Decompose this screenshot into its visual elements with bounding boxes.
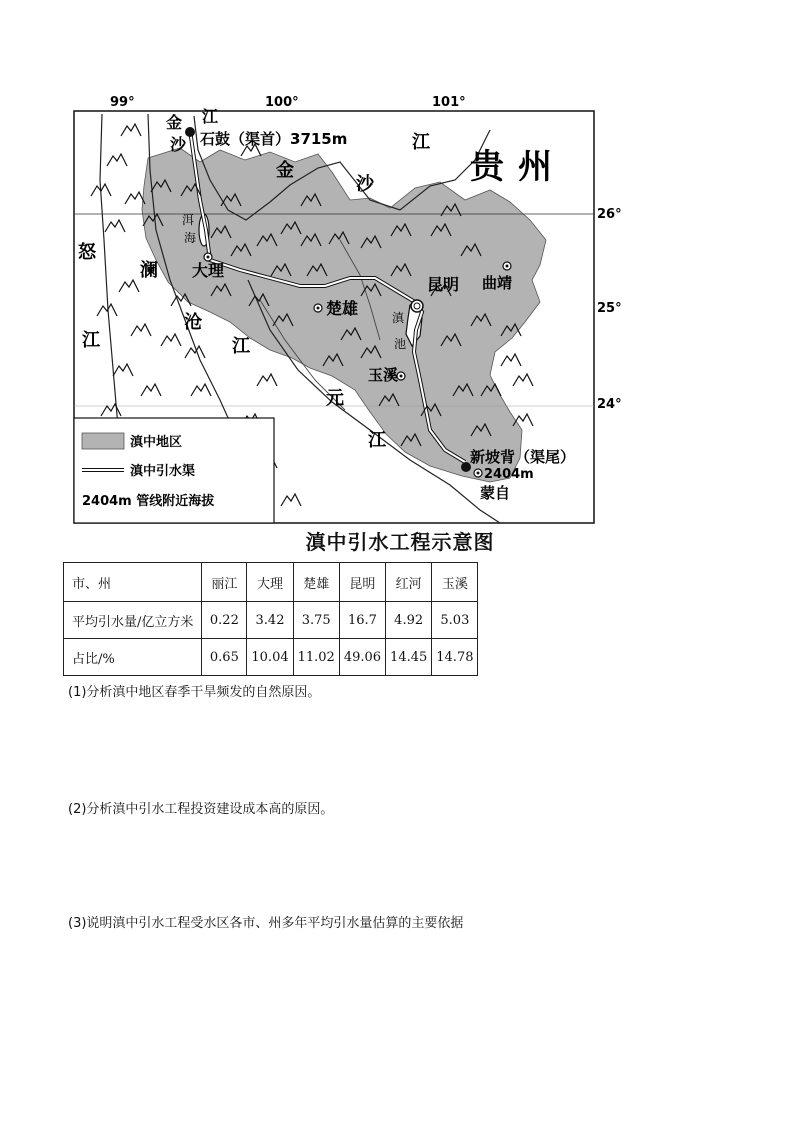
lake-erhai-label-2: 海 xyxy=(184,231,197,245)
table-header-cell: 玉溪 xyxy=(432,563,478,602)
shigu-dot xyxy=(185,127,195,137)
table-cell: 3.42 xyxy=(247,602,293,639)
lon-label-100: 100° xyxy=(265,95,299,110)
table-cell: 16.7 xyxy=(339,602,385,639)
svg-text:江: 江 xyxy=(202,107,219,126)
svg-text:江: 江 xyxy=(368,430,386,451)
map-svg xyxy=(70,90,622,530)
table-cell: 10.04 xyxy=(247,639,293,676)
place-xinpobei: 新坡背（渠尾） xyxy=(470,448,576,466)
legend-elev-label: 2404m 管线附近海拔 xyxy=(82,494,215,509)
lat-label-26: 26° xyxy=(597,207,622,222)
svg-text:金: 金 xyxy=(276,160,294,181)
lon-label-99: 99° xyxy=(110,95,135,110)
table-header-cell: 昆明 xyxy=(339,563,385,602)
question-2: (2)分析滇中引水工程投资建设成本高的原因。 xyxy=(68,802,334,817)
place-mengzi: 蒙自 xyxy=(480,484,511,502)
kunming-dot xyxy=(411,300,423,312)
table-header-cell: 丽江 xyxy=(202,563,247,602)
table-cell: 0.65 xyxy=(202,639,247,676)
place-mengzi-elev: 2404m xyxy=(484,467,534,482)
province-guizhou: 贵州 xyxy=(470,147,566,187)
table-header-cell: 大理 xyxy=(247,563,293,602)
table-cell: 11.02 xyxy=(293,639,339,676)
place-chuxiong: 楚雄 xyxy=(326,299,359,318)
svg-text:江: 江 xyxy=(82,330,100,351)
lon-label-101: 101° xyxy=(432,95,466,110)
lake-erhai-label-1: 洱 xyxy=(182,213,195,227)
question-3: (3)说明滇中引水工程受水区各市、州多年平均引水量估算的主要依据 xyxy=(68,916,464,931)
svg-text:沙: 沙 xyxy=(170,135,187,154)
lake-dianchi-label-1: 滇 xyxy=(392,311,405,325)
svg-text:金: 金 xyxy=(166,113,183,132)
lake-dianchi-label-2: 池 xyxy=(394,337,407,351)
place-yuxi: 玉溪 xyxy=(368,366,399,384)
place-qujing: 曲靖 xyxy=(482,274,513,292)
table-cell: 14.78 xyxy=(432,639,478,676)
table-cell: 14.45 xyxy=(386,639,432,676)
place-kunming: 昆明 xyxy=(427,275,460,294)
map xyxy=(70,90,622,530)
table-cell: 3.75 xyxy=(293,602,339,639)
legend xyxy=(74,418,274,523)
table-cell: 49.06 xyxy=(339,639,385,676)
table-header-cell: 楚雄 xyxy=(293,563,339,602)
map-title: 滇中引水工程示意图 xyxy=(305,530,495,554)
svg-text:江: 江 xyxy=(232,336,250,357)
table-header-row xyxy=(64,563,478,602)
water-table xyxy=(63,562,478,676)
place-dali: 大理 xyxy=(192,261,225,280)
svg-text:元: 元 xyxy=(326,388,344,409)
table-cell: 占比/% xyxy=(64,639,202,676)
legend-region-label: 滇中地区 xyxy=(130,435,183,450)
table-cell: 5.03 xyxy=(432,602,478,639)
table-cell: 0.22 xyxy=(202,602,247,639)
svg-text:澜: 澜 xyxy=(140,260,158,281)
table-row xyxy=(64,602,478,639)
lat-label-25: 25° xyxy=(597,301,622,316)
table-row xyxy=(64,639,478,676)
table-header-cell: 市、州 xyxy=(64,563,202,602)
svg-text:江: 江 xyxy=(412,132,430,153)
question-1: (1)分析滇中地区春季干旱频发的自然原因。 xyxy=(68,685,321,700)
table-cell: 平均引水量/亿立方米 xyxy=(64,602,202,639)
svg-text:沙: 沙 xyxy=(356,174,374,195)
svg-text:沧: 沧 xyxy=(184,312,202,333)
legend-region-swatch xyxy=(82,433,124,449)
place-shigu: 石鼓（渠首）3715m xyxy=(200,130,348,148)
table-cell: 4.92 xyxy=(386,602,432,639)
lat-label-24: 24° xyxy=(597,397,622,412)
table-header-cell: 红河 xyxy=(386,563,432,602)
legend-canal-label: 滇中引水渠 xyxy=(130,464,196,479)
svg-text:怒: 怒 xyxy=(78,242,96,263)
